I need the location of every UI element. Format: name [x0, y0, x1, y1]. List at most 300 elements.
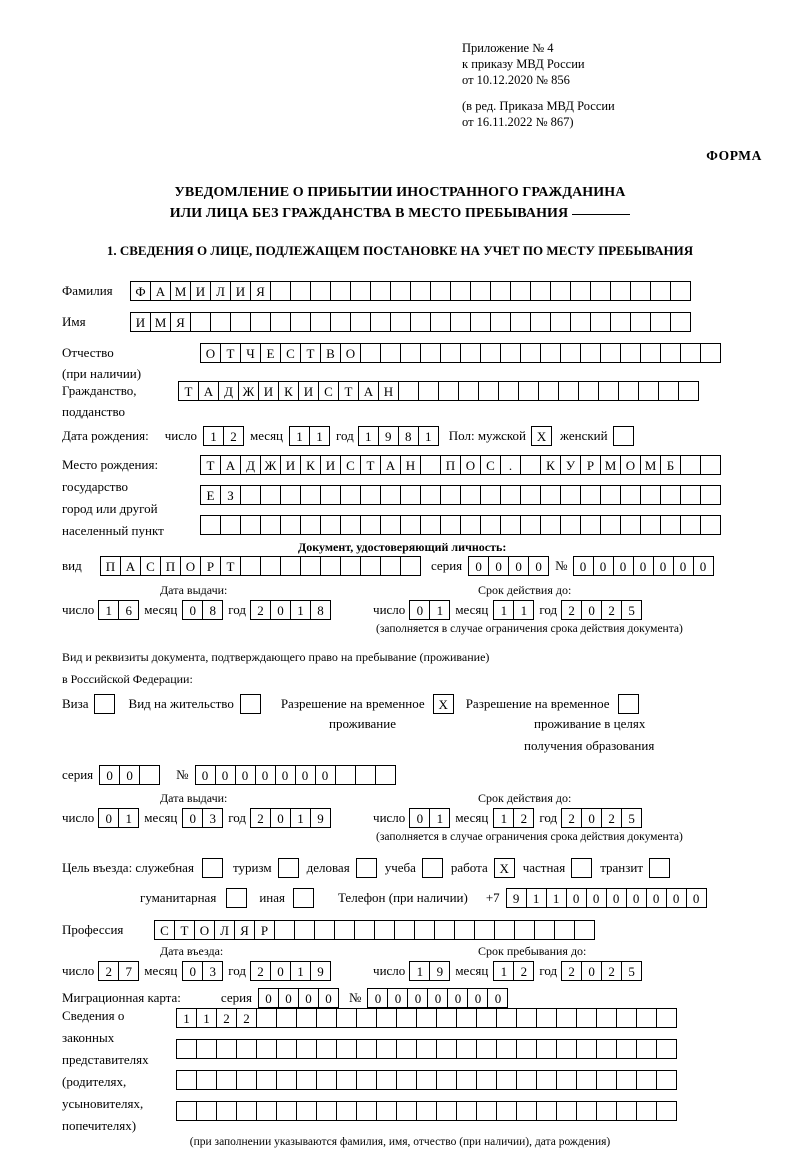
- char-cell[interactable]: [216, 1070, 237, 1090]
- char-cell[interactable]: [340, 485, 361, 505]
- char-cell[interactable]: [400, 343, 421, 363]
- char-cell[interactable]: [190, 312, 211, 332]
- char-cell[interactable]: 0: [646, 888, 667, 908]
- char-cell[interactable]: [316, 1008, 337, 1028]
- char-cell[interactable]: 0: [99, 765, 120, 785]
- char-cell[interactable]: [650, 312, 671, 332]
- char-cell[interactable]: [316, 1039, 337, 1059]
- char-cell[interactable]: [556, 1070, 577, 1090]
- char-cell[interactable]: 0: [487, 988, 508, 1008]
- char-cell[interactable]: 3: [202, 961, 223, 981]
- char-cell[interactable]: [590, 312, 611, 332]
- char-cell[interactable]: 0: [407, 988, 428, 1008]
- char-cell[interactable]: [480, 485, 501, 505]
- char-cell[interactable]: 9: [506, 888, 527, 908]
- char-cell[interactable]: [630, 281, 651, 301]
- visa-checkbox[interactable]: [94, 694, 115, 714]
- char-cell[interactable]: [680, 343, 701, 363]
- char-cell[interactable]: 2: [601, 600, 622, 620]
- char-cell[interactable]: М: [170, 281, 191, 301]
- char-cell[interactable]: [336, 1070, 357, 1090]
- char-cell[interactable]: 2: [513, 961, 534, 981]
- legal-rep-input-row-1[interactable]: [176, 1008, 677, 1028]
- purpose-business-checkbox[interactable]: [356, 858, 377, 878]
- char-cell[interactable]: Р: [200, 556, 221, 576]
- char-cell[interactable]: 0: [488, 556, 509, 576]
- char-cell[interactable]: 1: [526, 888, 547, 908]
- char-cell[interactable]: Т: [178, 381, 199, 401]
- doc-issue-month-input[interactable]: [182, 600, 223, 620]
- char-cell[interactable]: [496, 1008, 517, 1028]
- char-cell[interactable]: [516, 1070, 537, 1090]
- char-cell[interactable]: Т: [300, 343, 321, 363]
- char-cell[interactable]: 0: [573, 556, 594, 576]
- char-cell[interactable]: [500, 343, 521, 363]
- char-cell[interactable]: [438, 381, 459, 401]
- char-cell[interactable]: М: [600, 455, 621, 475]
- char-cell[interactable]: А: [150, 281, 171, 301]
- char-cell[interactable]: 0: [566, 888, 587, 908]
- char-cell[interactable]: [440, 343, 461, 363]
- char-cell[interactable]: И: [130, 312, 151, 332]
- char-cell[interactable]: [300, 556, 321, 576]
- char-cell[interactable]: Н: [400, 455, 421, 475]
- purpose-private-checkbox[interactable]: [571, 858, 592, 878]
- char-cell[interactable]: [394, 920, 415, 940]
- char-cell[interactable]: [316, 1070, 337, 1090]
- char-cell[interactable]: [280, 556, 301, 576]
- char-cell[interactable]: [534, 920, 555, 940]
- char-cell[interactable]: И: [258, 381, 279, 401]
- char-cell[interactable]: 0: [387, 988, 408, 1008]
- char-cell[interactable]: С: [340, 455, 361, 475]
- char-cell[interactable]: [420, 485, 441, 505]
- char-cell[interactable]: [700, 455, 721, 475]
- char-cell[interactable]: [296, 1008, 317, 1028]
- char-cell[interactable]: [530, 281, 551, 301]
- char-cell[interactable]: 0: [409, 808, 430, 828]
- char-cell[interactable]: С: [480, 455, 501, 475]
- char-cell[interactable]: [640, 343, 661, 363]
- char-cell[interactable]: 1: [429, 600, 450, 620]
- char-cell[interactable]: Ч: [240, 343, 261, 363]
- char-cell[interactable]: 0: [182, 961, 203, 981]
- char-cell[interactable]: [370, 281, 391, 301]
- char-cell[interactable]: [240, 485, 261, 505]
- char-cell[interactable]: [196, 1039, 217, 1059]
- char-cell[interactable]: 2: [561, 961, 582, 981]
- char-cell[interactable]: [600, 343, 621, 363]
- char-cell[interactable]: [276, 1070, 297, 1090]
- char-cell[interactable]: Л: [214, 920, 235, 940]
- char-cell[interactable]: 0: [119, 765, 140, 785]
- char-cell[interactable]: Я: [234, 920, 255, 940]
- char-cell[interactable]: 9: [310, 961, 331, 981]
- char-cell[interactable]: [376, 1008, 397, 1028]
- stay-series-input[interactable]: [99, 765, 160, 785]
- char-cell[interactable]: 1: [290, 961, 311, 981]
- entry-month-input[interactable]: [182, 961, 223, 981]
- char-cell[interactable]: [480, 515, 501, 535]
- char-cell[interactable]: [360, 485, 381, 505]
- doc-valid-year-input[interactable]: [561, 600, 642, 620]
- patronymic-input[interactable]: [200, 343, 721, 363]
- mig-number-input[interactable]: [367, 988, 508, 1008]
- char-cell[interactable]: [616, 1039, 637, 1059]
- char-cell[interactable]: Л: [210, 281, 231, 301]
- char-cell[interactable]: [396, 1008, 417, 1028]
- char-cell[interactable]: [330, 312, 351, 332]
- char-cell[interactable]: [200, 515, 221, 535]
- char-cell[interactable]: Ж: [260, 455, 281, 475]
- char-cell[interactable]: Я: [170, 312, 191, 332]
- char-cell[interactable]: Н: [378, 381, 399, 401]
- char-cell[interactable]: [660, 515, 681, 535]
- char-cell[interactable]: [216, 1101, 237, 1121]
- char-cell[interactable]: 2: [236, 1008, 257, 1028]
- purpose-humanitarian-checkbox[interactable]: [226, 888, 247, 908]
- char-cell[interactable]: [400, 515, 421, 535]
- char-cell[interactable]: 1: [176, 1008, 197, 1028]
- char-cell[interactable]: 0: [215, 765, 236, 785]
- char-cell[interactable]: [576, 1008, 597, 1028]
- char-cell[interactable]: 0: [468, 556, 489, 576]
- char-cell[interactable]: [700, 343, 721, 363]
- char-cell[interactable]: [416, 1070, 437, 1090]
- char-cell[interactable]: К: [540, 455, 561, 475]
- char-cell[interactable]: [610, 312, 631, 332]
- char-cell[interactable]: [700, 485, 721, 505]
- char-cell[interactable]: 1: [546, 888, 567, 908]
- char-cell[interactable]: [520, 485, 541, 505]
- char-cell[interactable]: [560, 343, 581, 363]
- char-cell[interactable]: [330, 281, 351, 301]
- char-cell[interactable]: [460, 343, 481, 363]
- char-cell[interactable]: [598, 381, 619, 401]
- purpose-transit-checkbox[interactable]: [649, 858, 670, 878]
- char-cell[interactable]: 0: [182, 808, 203, 828]
- char-cell[interactable]: 2: [250, 808, 271, 828]
- char-cell[interactable]: 0: [195, 765, 216, 785]
- char-cell[interactable]: [516, 1039, 537, 1059]
- char-cell[interactable]: 8: [310, 600, 331, 620]
- char-cell[interactable]: [490, 312, 511, 332]
- char-cell[interactable]: [336, 1039, 357, 1059]
- doc-issue-year-input[interactable]: [250, 600, 331, 620]
- char-cell[interactable]: Т: [360, 455, 381, 475]
- char-cell[interactable]: [596, 1008, 617, 1028]
- char-cell[interactable]: [436, 1008, 457, 1028]
- birthplace-input-row-2[interactable]: [200, 485, 721, 505]
- char-cell[interactable]: [670, 281, 691, 301]
- char-cell[interactable]: [370, 312, 391, 332]
- char-cell[interactable]: [340, 556, 361, 576]
- char-cell[interactable]: В: [320, 343, 341, 363]
- char-cell[interactable]: О: [180, 556, 201, 576]
- char-cell[interactable]: 1: [429, 808, 450, 828]
- char-cell[interactable]: [410, 312, 431, 332]
- char-cell[interactable]: 1: [409, 961, 430, 981]
- char-cell[interactable]: [616, 1070, 637, 1090]
- char-cell[interactable]: [340, 515, 361, 535]
- char-cell[interactable]: [390, 312, 411, 332]
- char-cell[interactable]: [560, 515, 581, 535]
- char-cell[interactable]: [596, 1101, 617, 1121]
- char-cell[interactable]: [436, 1070, 457, 1090]
- char-cell[interactable]: [580, 485, 601, 505]
- purpose-service-checkbox[interactable]: [202, 858, 223, 878]
- char-cell[interactable]: [196, 1101, 217, 1121]
- char-cell[interactable]: О: [460, 455, 481, 475]
- char-cell[interactable]: [520, 343, 541, 363]
- char-cell[interactable]: [578, 381, 599, 401]
- char-cell[interactable]: [640, 485, 661, 505]
- char-cell[interactable]: [450, 281, 471, 301]
- char-cell[interactable]: 1: [513, 600, 534, 620]
- char-cell[interactable]: [640, 515, 661, 535]
- char-cell[interactable]: 0: [182, 600, 203, 620]
- char-cell[interactable]: 0: [508, 556, 529, 576]
- char-cell[interactable]: 1: [203, 426, 224, 446]
- birthplace-input-row-1[interactable]: [200, 455, 721, 475]
- char-cell[interactable]: 0: [270, 600, 291, 620]
- char-cell[interactable]: Т: [174, 920, 195, 940]
- char-cell[interactable]: [276, 1039, 297, 1059]
- char-cell[interactable]: 0: [653, 556, 674, 576]
- doc-issue-day-input[interactable]: [98, 600, 139, 620]
- char-cell[interactable]: И: [280, 455, 301, 475]
- char-cell[interactable]: 0: [528, 556, 549, 576]
- char-cell[interactable]: К: [278, 381, 299, 401]
- char-cell[interactable]: [616, 1008, 637, 1028]
- char-cell[interactable]: 0: [409, 600, 430, 620]
- char-cell[interactable]: [650, 281, 671, 301]
- char-cell[interactable]: [380, 556, 401, 576]
- char-cell[interactable]: [470, 281, 491, 301]
- char-cell[interactable]: 0: [98, 808, 119, 828]
- stay-valid-day-input[interactable]: [409, 808, 450, 828]
- char-cell[interactable]: Ж: [238, 381, 259, 401]
- char-cell[interactable]: [460, 515, 481, 535]
- purpose-other-checkbox[interactable]: [293, 888, 314, 908]
- char-cell[interactable]: [638, 381, 659, 401]
- char-cell[interactable]: С: [154, 920, 175, 940]
- char-cell[interactable]: [220, 515, 241, 535]
- char-cell[interactable]: [656, 1008, 677, 1028]
- char-cell[interactable]: И: [190, 281, 211, 301]
- char-cell[interactable]: М: [640, 455, 661, 475]
- char-cell[interactable]: [596, 1039, 617, 1059]
- char-cell[interactable]: [196, 1070, 217, 1090]
- char-cell[interactable]: 0: [295, 765, 316, 785]
- char-cell[interactable]: 0: [367, 988, 388, 1008]
- char-cell[interactable]: 5: [621, 600, 642, 620]
- char-cell[interactable]: [260, 556, 281, 576]
- char-cell[interactable]: [230, 312, 251, 332]
- char-cell[interactable]: [630, 312, 651, 332]
- char-cell[interactable]: 1: [493, 961, 514, 981]
- char-cell[interactable]: [476, 1070, 497, 1090]
- char-cell[interactable]: П: [100, 556, 121, 576]
- char-cell[interactable]: [430, 312, 451, 332]
- char-cell[interactable]: [420, 455, 441, 475]
- char-cell[interactable]: [250, 312, 271, 332]
- char-cell[interactable]: [498, 381, 519, 401]
- char-cell[interactable]: [300, 485, 321, 505]
- char-cell[interactable]: К: [300, 455, 321, 475]
- char-cell[interactable]: [380, 515, 401, 535]
- char-cell[interactable]: [456, 1070, 477, 1090]
- char-cell[interactable]: У: [560, 455, 581, 475]
- char-cell[interactable]: 0: [427, 988, 448, 1008]
- char-cell[interactable]: [570, 281, 591, 301]
- char-cell[interactable]: [256, 1070, 277, 1090]
- char-cell[interactable]: 1: [98, 600, 119, 620]
- entry-year-input[interactable]: [250, 961, 331, 981]
- char-cell[interactable]: [656, 1101, 677, 1121]
- char-cell[interactable]: [500, 515, 521, 535]
- char-cell[interactable]: 0: [278, 988, 299, 1008]
- stay-issue-year-input[interactable]: [250, 808, 331, 828]
- char-cell[interactable]: [656, 1070, 677, 1090]
- char-cell[interactable]: 3: [202, 808, 223, 828]
- char-cell[interactable]: [260, 515, 281, 535]
- char-cell[interactable]: [240, 556, 261, 576]
- char-cell[interactable]: .: [500, 455, 521, 475]
- char-cell[interactable]: [296, 1039, 317, 1059]
- char-cell[interactable]: [296, 1070, 317, 1090]
- char-cell[interactable]: [334, 920, 355, 940]
- char-cell[interactable]: [550, 281, 571, 301]
- char-cell[interactable]: 0: [673, 556, 694, 576]
- stay-issue-month-input[interactable]: [182, 808, 223, 828]
- char-cell[interactable]: [280, 515, 301, 535]
- entry-day-input[interactable]: [98, 961, 139, 981]
- char-cell[interactable]: [396, 1101, 417, 1121]
- char-cell[interactable]: [380, 485, 401, 505]
- char-cell[interactable]: 0: [255, 765, 276, 785]
- char-cell[interactable]: [296, 1101, 317, 1121]
- char-cell[interactable]: [380, 343, 401, 363]
- char-cell[interactable]: [236, 1039, 257, 1059]
- char-cell[interactable]: Т: [338, 381, 359, 401]
- char-cell[interactable]: [460, 485, 481, 505]
- char-cell[interactable]: Я: [250, 281, 271, 301]
- char-cell[interactable]: [536, 1070, 557, 1090]
- char-cell[interactable]: [360, 556, 381, 576]
- char-cell[interactable]: С: [140, 556, 161, 576]
- char-cell[interactable]: [636, 1070, 657, 1090]
- char-cell[interactable]: П: [440, 455, 461, 475]
- char-cell[interactable]: 0: [581, 808, 602, 828]
- char-cell[interactable]: [520, 455, 541, 475]
- char-cell[interactable]: [336, 1008, 357, 1028]
- profession-input[interactable]: [154, 920, 595, 940]
- char-cell[interactable]: [600, 485, 621, 505]
- char-cell[interactable]: [320, 485, 341, 505]
- char-cell[interactable]: [556, 1101, 577, 1121]
- char-cell[interactable]: [496, 1101, 517, 1121]
- char-cell[interactable]: А: [380, 455, 401, 475]
- char-cell[interactable]: 9: [429, 961, 450, 981]
- char-cell[interactable]: [500, 485, 521, 505]
- char-cell[interactable]: 2: [98, 961, 119, 981]
- char-cell[interactable]: [240, 515, 261, 535]
- char-cell[interactable]: 1: [289, 426, 310, 446]
- char-cell[interactable]: 0: [447, 988, 468, 1008]
- char-cell[interactable]: [416, 1101, 437, 1121]
- char-cell[interactable]: [216, 1039, 237, 1059]
- char-cell[interactable]: [356, 1101, 377, 1121]
- char-cell[interactable]: [576, 1070, 597, 1090]
- char-cell[interactable]: 8: [202, 600, 223, 620]
- char-cell[interactable]: [474, 920, 495, 940]
- birth-year-input[interactable]: [358, 426, 439, 446]
- char-cell[interactable]: [400, 556, 421, 576]
- char-cell[interactable]: [360, 515, 381, 535]
- char-cell[interactable]: [270, 312, 291, 332]
- char-cell[interactable]: [560, 485, 581, 505]
- char-cell[interactable]: [476, 1039, 497, 1059]
- doc-valid-day-input[interactable]: [409, 600, 450, 620]
- char-cell[interactable]: [516, 1101, 537, 1121]
- char-cell[interactable]: [660, 485, 681, 505]
- char-cell[interactable]: 1: [493, 808, 514, 828]
- char-cell[interactable]: 1: [196, 1008, 217, 1028]
- birth-month-input[interactable]: [289, 426, 330, 446]
- char-cell[interactable]: [420, 515, 441, 535]
- char-cell[interactable]: 0: [626, 888, 647, 908]
- char-cell[interactable]: [456, 1101, 477, 1121]
- char-cell[interactable]: 0: [235, 765, 256, 785]
- char-cell[interactable]: [256, 1039, 277, 1059]
- char-cell[interactable]: 1: [118, 808, 139, 828]
- char-cell[interactable]: [454, 920, 475, 940]
- char-cell[interactable]: [574, 920, 595, 940]
- char-cell[interactable]: [316, 1101, 337, 1121]
- char-cell[interactable]: [290, 312, 311, 332]
- char-cell[interactable]: [514, 920, 535, 940]
- char-cell[interactable]: [520, 515, 541, 535]
- char-cell[interactable]: [335, 765, 356, 785]
- char-cell[interactable]: [310, 312, 331, 332]
- char-cell[interactable]: [300, 515, 321, 535]
- char-cell[interactable]: [256, 1008, 277, 1028]
- char-cell[interactable]: [600, 515, 621, 535]
- char-cell[interactable]: 0: [686, 888, 707, 908]
- legal-rep-input-row-3[interactable]: [176, 1070, 677, 1090]
- char-cell[interactable]: [400, 485, 421, 505]
- char-cell[interactable]: [256, 1101, 277, 1121]
- char-cell[interactable]: Т: [220, 343, 241, 363]
- char-cell[interactable]: [680, 515, 701, 535]
- char-cell[interactable]: [554, 920, 575, 940]
- stay-until-month-input[interactable]: [493, 961, 534, 981]
- stay-until-year-input[interactable]: [561, 961, 642, 981]
- char-cell[interactable]: [636, 1039, 657, 1059]
- phone-input[interactable]: [506, 888, 707, 908]
- char-cell[interactable]: [276, 1101, 297, 1121]
- char-cell[interactable]: [670, 312, 691, 332]
- char-cell[interactable]: [556, 1039, 577, 1059]
- char-cell[interactable]: [580, 515, 601, 535]
- char-cell[interactable]: Т: [220, 556, 241, 576]
- char-cell[interactable]: [376, 1039, 397, 1059]
- char-cell[interactable]: И: [230, 281, 251, 301]
- citizenship-input[interactable]: [178, 381, 699, 401]
- char-cell[interactable]: [510, 312, 531, 332]
- char-cell[interactable]: [310, 281, 331, 301]
